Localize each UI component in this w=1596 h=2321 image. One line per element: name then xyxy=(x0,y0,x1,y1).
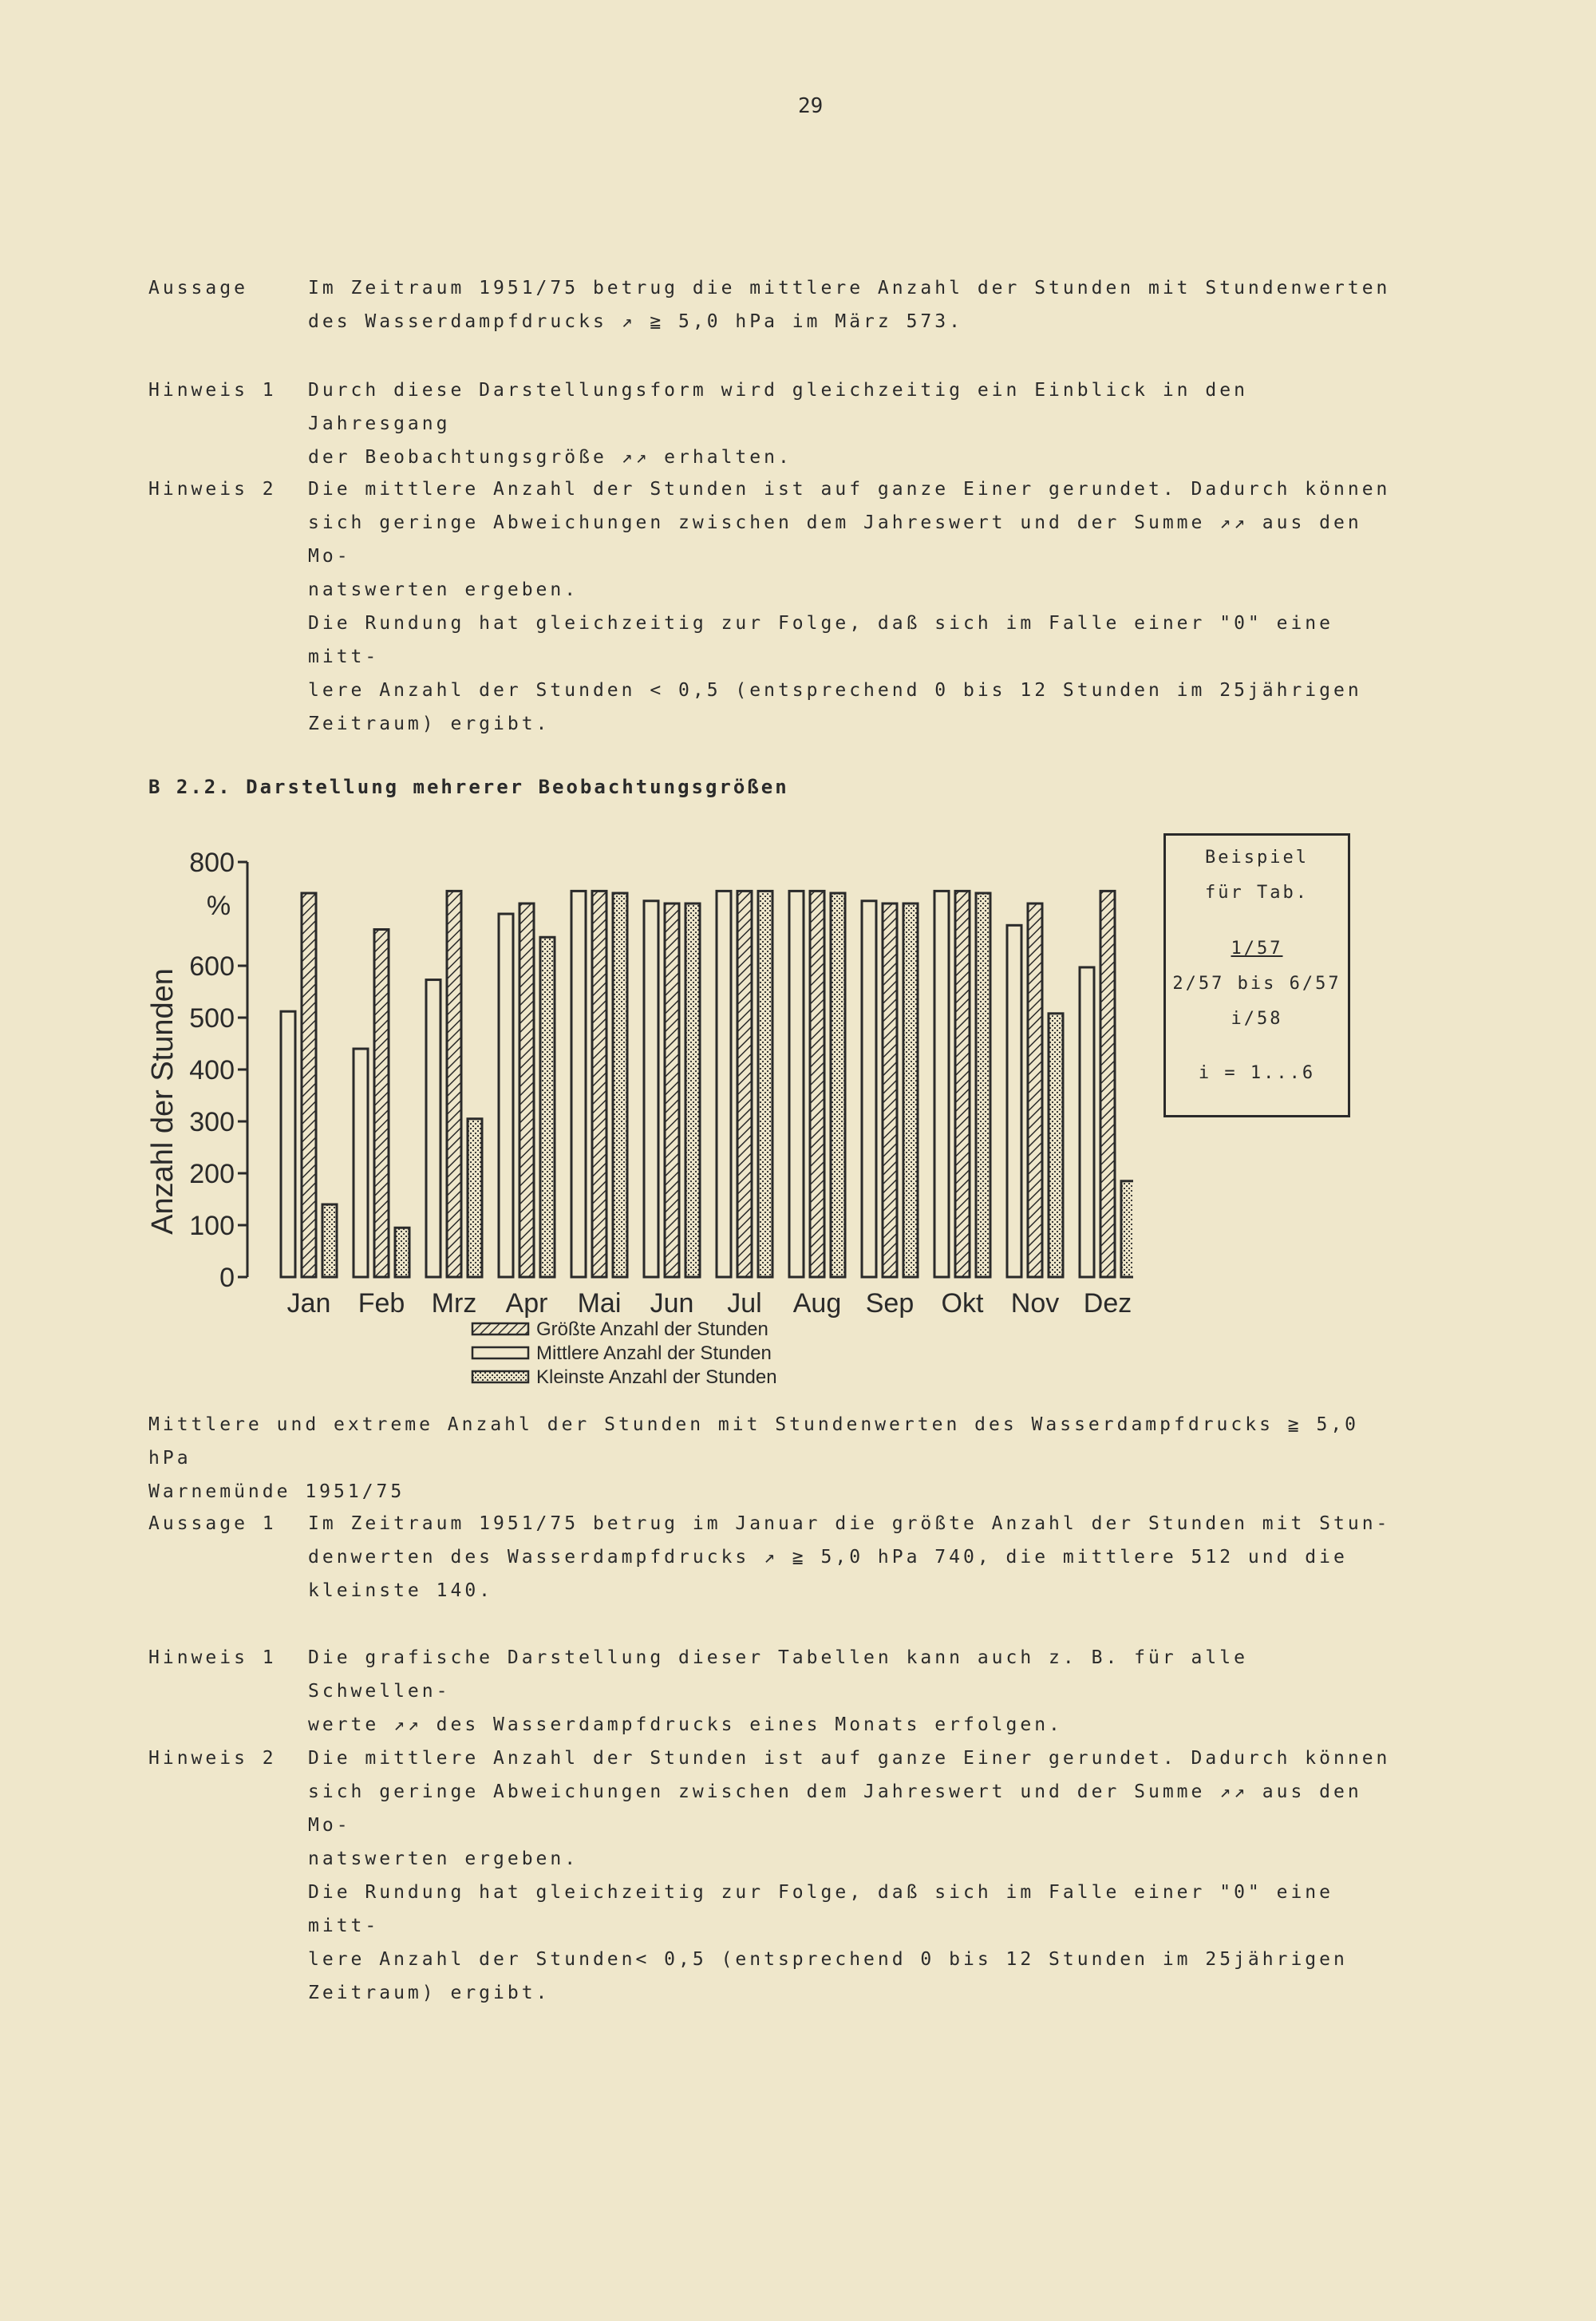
legend-label: Mittlere Anzahl der Stunden xyxy=(536,1342,772,1364)
caption-line: Warnemünde 1951/75 xyxy=(148,1481,405,1502)
example-ref-3: i/58 xyxy=(1231,1009,1283,1029)
bar-hatch-feb xyxy=(374,930,389,1278)
text-line: lere Anzahl der Stunden < 0,5 (entsprechend 0 bis 12 Stunden im 25jährigen xyxy=(308,680,1362,701)
text-line: lere Anzahl der Stunden< 0,5 (entsprechend 0 bis 12 Stunden im 25jährigen xyxy=(308,1949,1348,1970)
bar-hatch-apr xyxy=(519,903,534,1277)
y-tick-label: 800 xyxy=(189,848,235,878)
x-tick-label: Feb xyxy=(358,1288,405,1319)
section-hinweis-1 xyxy=(148,374,1393,474)
bar-dots-aug xyxy=(831,893,845,1277)
section-hinweis-1-bottom xyxy=(148,1641,1393,1742)
text-line: natswerten ergeben. xyxy=(308,1848,579,1869)
example-line-1: Beispiel xyxy=(1205,848,1309,868)
caption-line: Mittlere und extreme Anzahl der Stunden mit Stundenwerten des Wasserdampfdrucks ≧ 5,0 hPa xyxy=(148,1414,1360,1469)
y-tick-label: 600 xyxy=(189,951,235,982)
y-unit-label: % xyxy=(206,891,231,921)
text-line: der Beobachtungsgröße ↗↗ erhalten. xyxy=(308,447,792,468)
bar-dots-apr xyxy=(540,937,555,1277)
y-axis-title: Anzahl der Stunden xyxy=(146,968,180,1235)
bar-plain-dez xyxy=(1080,967,1094,1277)
x-tick-label: Aug xyxy=(792,1288,842,1319)
y-tick-label: 200 xyxy=(189,1159,235,1189)
bar-hatch-mai xyxy=(592,891,606,1277)
text-line: Die grafische Darstellung dieser Tabellen kann auch z. B. für alle Schwellen- xyxy=(308,1647,1248,1702)
section-heading: B 2.2. Darstellung mehrerer Beobachtungsgrößen xyxy=(148,776,789,798)
text-line: Zeitraum) ergibt. xyxy=(308,714,551,734)
legend-swatch-plain xyxy=(472,1347,528,1358)
x-tick-label: Sep xyxy=(865,1288,915,1319)
figure-caption xyxy=(148,1408,1393,1508)
example-box xyxy=(1163,833,1350,1117)
bar-plain-aug xyxy=(789,891,804,1277)
text-line: Die mittlere Anzahl der Stunden ist auf ganze Einer gerundet. Dadurch können xyxy=(308,479,1391,500)
bar-plain-apr xyxy=(499,914,513,1277)
text-line: Die mittlere Anzahl der Stunden ist auf ganze Einer gerundet. Dadurch können xyxy=(308,1748,1391,1769)
label-hinweis-2: Hinweis 2 xyxy=(148,479,277,500)
bar-dots-dez xyxy=(1121,1181,1133,1277)
bar-dots-mai xyxy=(613,893,627,1277)
bar-hatch-aug xyxy=(810,891,824,1277)
section-aussage-1 xyxy=(148,1507,1393,1607)
example-ref-2: 2/57 bis 6/57 xyxy=(1172,974,1341,994)
x-tick-label: Nov xyxy=(1010,1288,1060,1319)
bar-hatch-dez xyxy=(1100,891,1115,1277)
bar-plain-feb xyxy=(354,1049,368,1277)
bar-hatch-jul xyxy=(737,891,752,1277)
bar-hatch-okt xyxy=(955,891,970,1277)
bar-hatch-mrz xyxy=(447,891,461,1277)
legend-label: Größte Anzahl der Stunden xyxy=(536,1319,768,1340)
legend-swatch-hatch xyxy=(472,1323,528,1334)
text-line: natswerten ergeben. xyxy=(308,579,579,600)
bar-dots-jan xyxy=(322,1204,337,1277)
label-hinweis-1: Hinweis 1 xyxy=(148,380,277,401)
x-tick-label: Dez xyxy=(1083,1288,1132,1319)
bar-dots-okt xyxy=(976,893,990,1277)
bar-dots-jul xyxy=(758,891,772,1277)
section-hinweis-2 xyxy=(148,473,1393,741)
bar-hatch-jan xyxy=(302,893,316,1277)
text-line: werte ↗↗ des Wasserdampfdrucks eines Monats erfolgen. xyxy=(308,1714,1063,1735)
bar-plain-jan xyxy=(281,1011,295,1277)
bar-plain-jun xyxy=(644,901,658,1277)
bar-plain-mrz xyxy=(426,980,440,1277)
example-line-2: für Tab. xyxy=(1205,883,1309,903)
y-tick-label: 0 xyxy=(219,1263,235,1293)
bar-hatch-sep xyxy=(883,903,897,1277)
x-tick-label: Apr xyxy=(505,1288,548,1319)
bar-hatch-nov xyxy=(1028,903,1042,1277)
bar-plain-mai xyxy=(571,891,586,1277)
label-aussage: Aussage xyxy=(148,278,248,299)
text-line: Im Zeitraum 1951/75 betrug im Januar die größte Anzahl der Stunden mit Stun- xyxy=(308,1513,1391,1534)
bar-plain-sep xyxy=(862,901,876,1277)
label-hinweis-2-bottom: Hinweis 2 xyxy=(148,1748,277,1769)
y-tick-label: 300 xyxy=(189,1107,235,1137)
text-line: sich geringe Abweichungen zwischen dem Jahreswert und der Summe ↗↗ aus den Mo- xyxy=(308,512,1362,567)
text-line: Im Zeitraum 1951/75 betrug die mittlere Anzahl der Stunden mit Stundenwerten xyxy=(308,278,1391,299)
text-line: sich geringe Abweichungen zwischen dem Jahreswert und der Summe ↗↗ aus den Mo- xyxy=(308,1781,1362,1836)
example-ref-4: i = 1...6 xyxy=(1198,1063,1316,1083)
bar-dots-mrz xyxy=(468,1119,482,1277)
x-tick-label: Okt xyxy=(941,1288,984,1319)
text-line: Die Rundung hat gleichzeitig zur Folge, daß sich im Falle einer "0" eine mitt- xyxy=(308,1882,1333,1936)
text-line: kleinste 140. xyxy=(308,1580,494,1601)
x-tick-label: Jun xyxy=(650,1288,694,1319)
bar-dots-sep xyxy=(903,903,918,1277)
y-tick-label: 500 xyxy=(189,1003,235,1034)
x-tick-label: Mrz xyxy=(431,1288,477,1319)
section-hinweis-2-bottom xyxy=(148,1742,1393,2010)
text-line: Die Rundung hat gleichzeitig zur Folge, daß sich im Falle einer "0" eine mitt- xyxy=(308,613,1333,667)
page-number: 29 xyxy=(798,94,824,118)
bar-plain-okt xyxy=(934,891,949,1277)
bar-chart xyxy=(144,830,1133,1405)
x-tick-label: Jan xyxy=(286,1288,331,1319)
y-tick-label: 100 xyxy=(189,1211,235,1241)
bar-dots-nov xyxy=(1049,1014,1063,1277)
legend-swatch-dots xyxy=(472,1371,528,1382)
bar-plain-nov xyxy=(1007,925,1021,1277)
y-tick-label: 400 xyxy=(189,1055,235,1085)
x-tick-label: Jul xyxy=(727,1288,762,1319)
example-ref-1: 1/57 xyxy=(1231,939,1283,959)
bar-hatch-jun xyxy=(665,903,679,1277)
bar-dots-jun xyxy=(685,903,700,1277)
legend-label: Kleinste Anzahl der Stunden xyxy=(536,1366,777,1388)
label-aussage-1: Aussage 1 xyxy=(148,1513,277,1534)
text-line: denwerten des Wasserdampfdrucks ↗ ≧ 5,0 hPa 740, die mittlere 512 und die xyxy=(308,1547,1348,1568)
section-aussage xyxy=(148,271,1393,338)
text-line: Durch diese Darstellungsform wird gleichzeitig ein Einblick in den Jahresgang xyxy=(308,380,1248,434)
text-line: des Wasserdampfdrucks ↗ ≧ 5,0 hPa im März 573. xyxy=(308,311,963,332)
text-line: Zeitraum) ergibt. xyxy=(308,1983,551,2003)
bar-dots-feb xyxy=(395,1228,409,1277)
bar-plain-jul xyxy=(717,891,731,1277)
x-tick-label: Mai xyxy=(577,1288,622,1319)
label-hinweis-1-bottom: Hinweis 1 xyxy=(148,1647,277,1668)
